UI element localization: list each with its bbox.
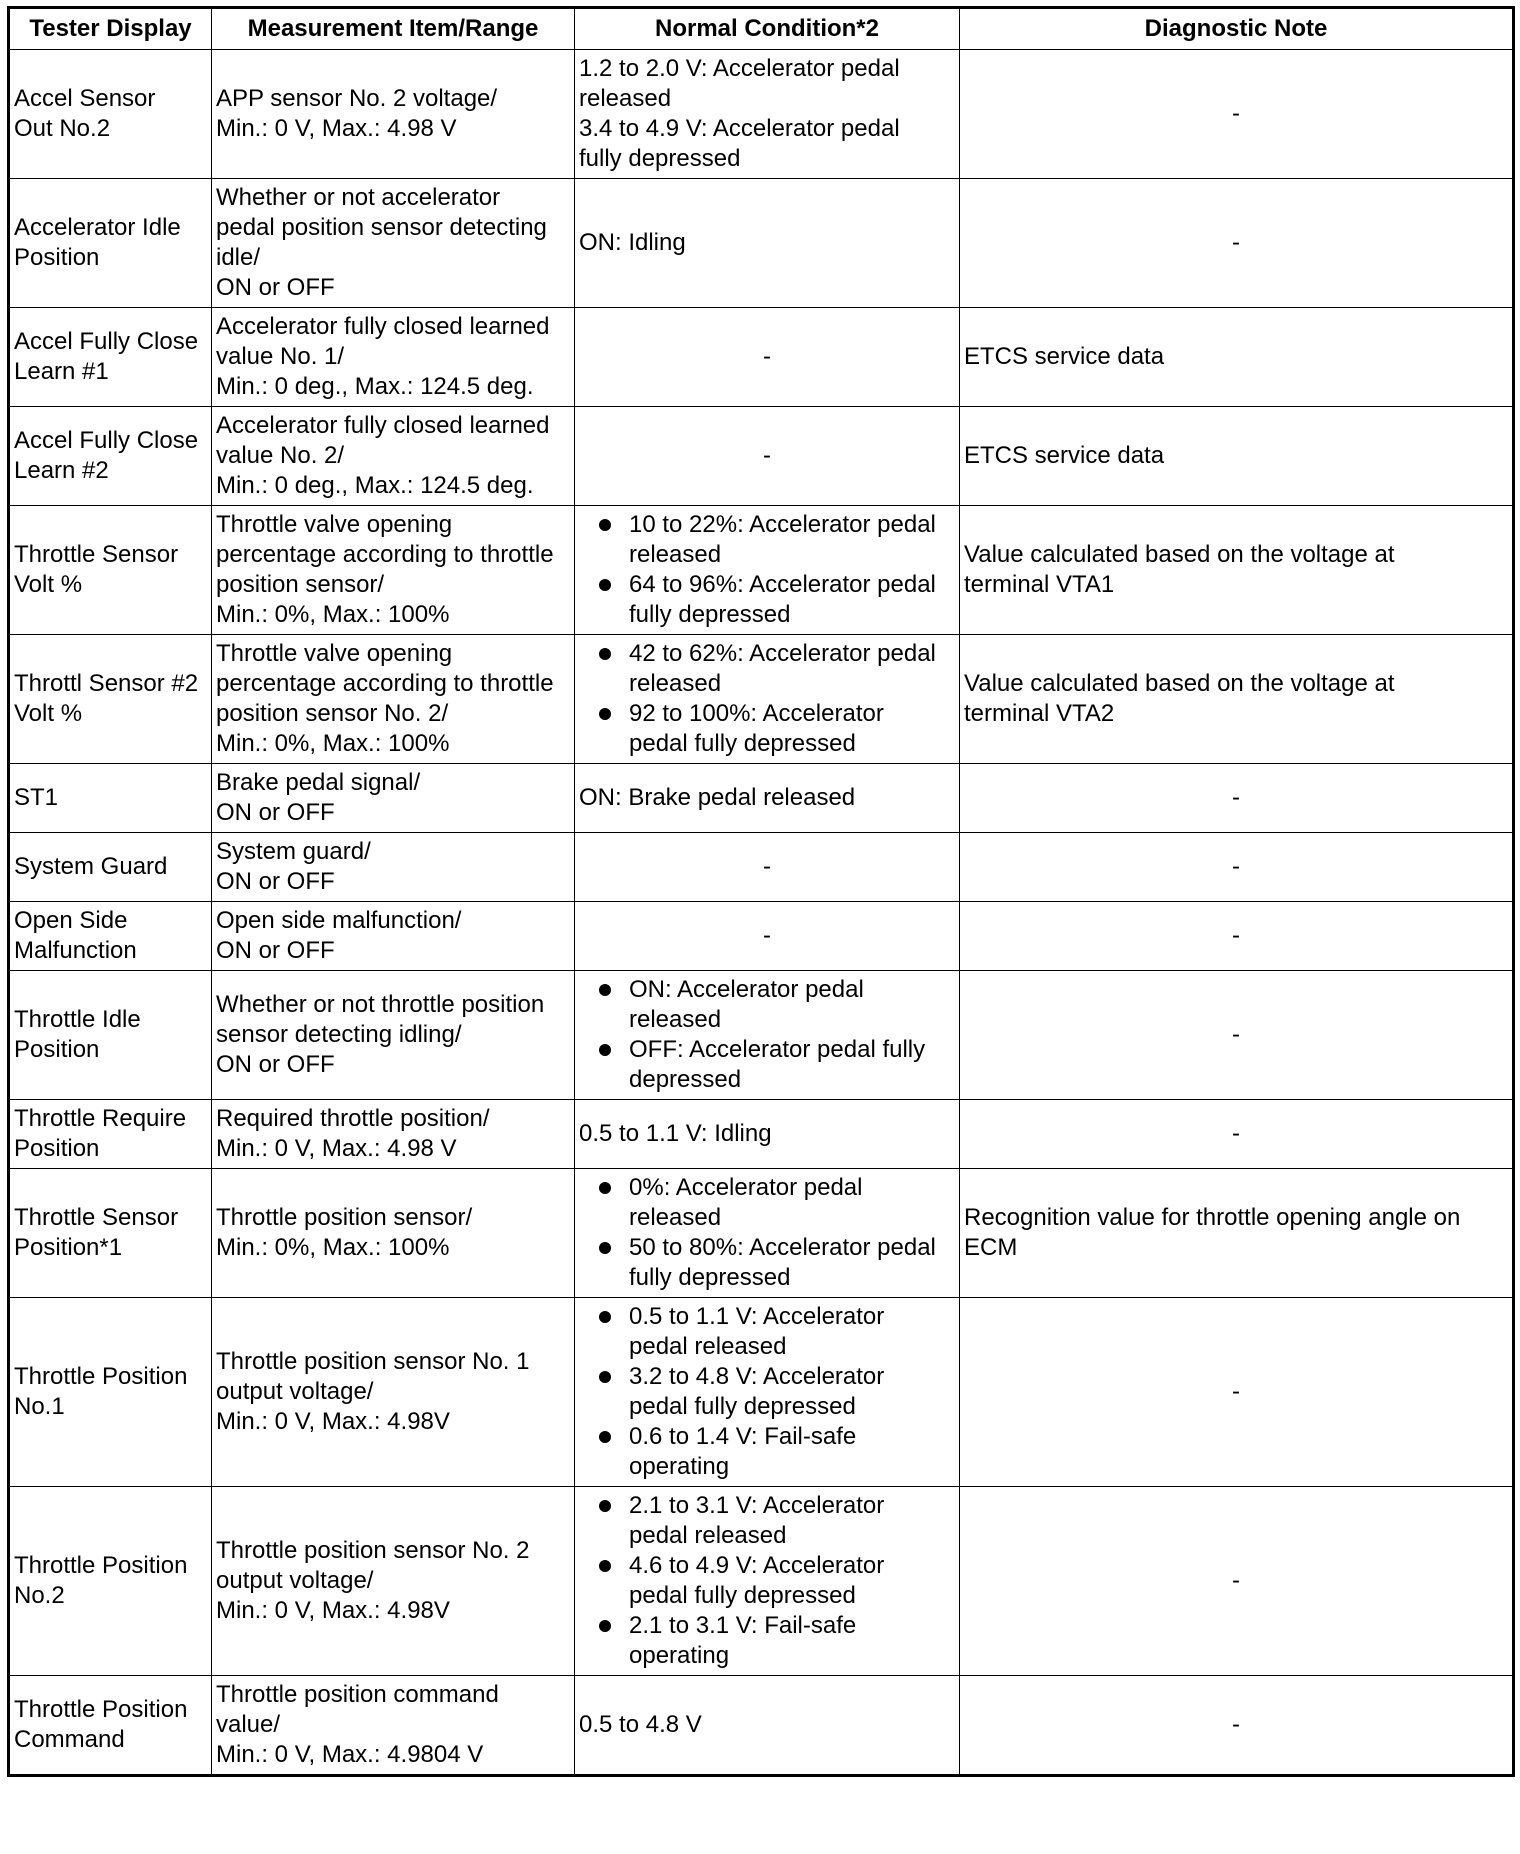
normal-condition-bullet-text: depressed <box>629 1066 742 1093</box>
measurement-item-text: Throttle position sensor No. 2 <box>216 1537 530 1564</box>
normal-condition-bullet-text: 50 to 80%: Accelerator pedal <box>629 1234 936 1261</box>
tester-display-text: Malfunction <box>14 937 137 964</box>
cell-diagnostic-note: - <box>960 1100 1514 1169</box>
normal-condition-bullet-text: ON: Accelerator pedal <box>629 976 864 1003</box>
normal-condition-text: 0.5 to 1.1 V: Idling <box>579 1120 772 1147</box>
tester-display-text: Position <box>14 244 100 271</box>
normal-condition-bullet-text: fully depressed <box>629 1264 791 1291</box>
normal-condition-bullet-text: 92 to 100%: Accelerator <box>629 700 884 727</box>
cell-diagnostic-note <box>960 407 1514 506</box>
normal-condition-bullet-text: 4.6 to 4.9 V: Accelerator <box>629 1552 885 1579</box>
normal-condition-bullet-text: 42 to 62%: Accelerator pedal <box>629 640 936 667</box>
tester-display-text: Accelerator Idle <box>14 214 181 241</box>
bullet-icon <box>599 708 611 720</box>
table-row <box>9 971 1514 1100</box>
cell-measurement-item <box>212 833 575 902</box>
cell-tester-display <box>9 902 212 971</box>
cell-measurement-item <box>212 1100 575 1169</box>
measurement-item-text: Accelerator fully closed learned <box>216 313 550 340</box>
table-row <box>9 1169 1514 1298</box>
measurement-item-text: APP sensor No. 2 voltage/ <box>216 85 498 112</box>
bullet-icon <box>599 648 611 660</box>
cell-normal-condition <box>575 506 960 635</box>
tester-display-text: Position <box>14 1135 100 1162</box>
table-row <box>9 179 1514 308</box>
tester-display-text: Position*1 <box>14 1234 123 1261</box>
measurement-item-text: Whether or not accelerator <box>216 184 501 211</box>
normal-condition-bullet-text: 0.5 to 1.1 V: Accelerator <box>629 1303 885 1330</box>
bullet-icon <box>599 984 611 996</box>
cell-diagnostic-note: - <box>960 971 1514 1100</box>
diagnostic-note-text: terminal VTA2 <box>964 700 1115 727</box>
bullet-icon <box>599 1044 611 1056</box>
cell-tester-display <box>9 764 212 833</box>
table-row <box>9 506 1514 635</box>
diagnostic-note-text: ECM <box>964 1234 1018 1261</box>
diagnostic-note-text: ETCS service data <box>964 343 1165 370</box>
normal-condition-text: 0.5 to 4.8 V <box>579 1711 702 1738</box>
measurement-item-text: Throttle position sensor No. 1 <box>216 1348 530 1375</box>
cell-normal-condition: - <box>575 407 960 506</box>
cell-normal-condition <box>575 971 960 1100</box>
tester-display-text: Out No.2 <box>14 115 111 142</box>
measurement-item-text: Throttle valve opening <box>216 511 453 538</box>
cell-normal-condition <box>575 1100 960 1169</box>
list-item <box>579 570 955 630</box>
table-row <box>9 833 1514 902</box>
list-item <box>579 639 955 699</box>
document-page <box>7 6 1512 1777</box>
list-item <box>579 1491 955 1551</box>
diagnostic-note-text: terminal VTA1 <box>964 571 1115 598</box>
cell-normal-condition: - <box>575 833 960 902</box>
cell-normal-condition: - <box>575 902 960 971</box>
normal-condition-text: ON: Brake pedal released <box>579 784 856 811</box>
bullet-icon <box>599 1371 611 1383</box>
measurement-item-text: Min.: 0%, Max.: 100% <box>216 601 450 628</box>
cell-tester-display <box>9 1676 212 1776</box>
cell-tester-display <box>9 971 212 1100</box>
cell-measurement-item <box>212 635 575 764</box>
measurement-item-text: value No. 1/ <box>216 343 345 370</box>
list-item <box>579 1551 955 1611</box>
tester-display-text: Throttl Sensor #2 <box>14 670 199 697</box>
cell-tester-display <box>9 833 212 902</box>
table-row <box>9 407 1514 506</box>
cell-diagnostic-note <box>960 635 1514 764</box>
tester-display-text: Volt % <box>14 700 83 727</box>
diagnostic-note-text: Value calculated based on the voltage at <box>964 541 1395 568</box>
measurement-item-text: Min.: 0 V, Max.: 4.98V <box>216 1408 450 1435</box>
bullet-icon <box>599 1560 611 1572</box>
tester-display-text: Learn #1 <box>14 358 109 385</box>
measurement-item-text: Min.: 0%, Max.: 100% <box>216 1234 450 1261</box>
cell-diagnostic-note: - <box>960 1676 1514 1776</box>
measurement-item-text: percentage according to throttle <box>216 670 554 697</box>
list-item <box>579 1611 955 1671</box>
tester-display-text: No.1 <box>14 1393 65 1420</box>
cell-measurement-item <box>212 506 575 635</box>
normal-condition-bullet-text: fully depressed <box>629 601 791 628</box>
cell-tester-display <box>9 50 212 179</box>
bullet-icon <box>599 1242 611 1254</box>
normal-condition-bullet-list <box>579 639 955 759</box>
normal-condition-bullet-text: 10 to 22%: Accelerator pedal <box>629 511 936 538</box>
measurement-item-text: Throttle position command <box>216 1681 499 1708</box>
table-row <box>9 308 1514 407</box>
tester-display-text: Throttle Position <box>14 1696 188 1723</box>
bullet-icon <box>599 1311 611 1323</box>
normal-condition-bullet-list <box>579 1173 955 1293</box>
normal-condition-bullet-text: pedal fully depressed <box>629 730 856 757</box>
cell-tester-display <box>9 179 212 308</box>
table-row <box>9 1100 1514 1169</box>
normal-condition-bullet-text: released <box>629 541 722 568</box>
table-body <box>9 50 1514 1776</box>
cell-normal-condition: - <box>575 308 960 407</box>
cell-measurement-item <box>212 902 575 971</box>
cell-normal-condition <box>575 1676 960 1776</box>
tester-display-text: ST1 <box>14 784 59 811</box>
bullet-icon <box>599 519 611 531</box>
cell-tester-display <box>9 1100 212 1169</box>
cell-measurement-item <box>212 308 575 407</box>
header-diagnostic-note: Diagnostic Note <box>960 8 1514 50</box>
measurement-item-text: ON or OFF <box>216 937 335 964</box>
measurement-item-text: Throttle position sensor/ <box>216 1204 473 1231</box>
list-item <box>579 510 955 570</box>
cell-measurement-item <box>212 1487 575 1676</box>
bullet-icon <box>599 1182 611 1194</box>
list-item <box>579 1362 955 1422</box>
normal-condition-bullet-text: OFF: Accelerator pedal fully <box>629 1036 926 1063</box>
normal-condition-bullet-text: pedal fully depressed <box>629 1582 856 1609</box>
list-item <box>579 1302 955 1362</box>
cell-diagnostic-note: - <box>960 50 1514 179</box>
list-item <box>579 1422 955 1482</box>
list-item <box>579 1035 955 1095</box>
measurement-item-text: Min.: 0 deg., Max.: 124.5 deg. <box>216 373 534 400</box>
measurement-item-text: Accelerator fully closed learned <box>216 412 550 439</box>
list-item <box>579 699 955 759</box>
measurement-item-text: ON or OFF <box>216 799 335 826</box>
bullet-icon <box>599 579 611 591</box>
normal-condition-bullet-text: 3.2 to 4.8 V: Accelerator <box>629 1363 885 1390</box>
tester-display-text: Position <box>14 1036 100 1063</box>
tester-display-text: Volt % <box>14 571 83 598</box>
measurement-item-text: ON or OFF <box>216 868 335 895</box>
measurement-item-text: idle/ <box>216 244 261 271</box>
normal-condition-text: released <box>579 85 672 112</box>
diagnostic-note-text: Recognition value for throttle opening angle on <box>964 1204 1461 1231</box>
normal-condition-bullet-text: 64 to 96%: Accelerator pedal <box>629 571 936 598</box>
header-normal-condition: Normal Condition*2 <box>575 8 960 50</box>
cell-tester-display <box>9 1298 212 1487</box>
normal-condition-bullet-text: pedal released <box>629 1522 787 1549</box>
normal-condition-text: 3.4 to 4.9 V: Accelerator pedal <box>579 115 900 142</box>
normal-condition-bullet-text: pedal released <box>629 1333 787 1360</box>
tester-display-text: Accel Fully Close <box>14 427 199 454</box>
normal-condition-bullet-text: released <box>629 1006 722 1033</box>
cell-measurement-item <box>212 764 575 833</box>
cell-tester-display <box>9 635 212 764</box>
data-list-table <box>7 6 1515 1777</box>
normal-condition-bullet-text: operating <box>629 1642 730 1669</box>
cell-normal-condition <box>575 1487 960 1676</box>
cell-tester-display <box>9 407 212 506</box>
cell-diagnostic-note: - <box>960 833 1514 902</box>
measurement-item-text: Min.: 0 V, Max.: 4.98V <box>216 1597 450 1624</box>
normal-condition-bullet-text: 2.1 to 3.1 V: Accelerator <box>629 1492 885 1519</box>
tester-display-text: Throttle Idle <box>14 1006 141 1033</box>
measurement-item-text: Min.: 0%, Max.: 100% <box>216 730 450 757</box>
normal-condition-text: ON: Idling <box>579 229 686 256</box>
measurement-item-text: Min.: 0 V, Max.: 4.98 V <box>216 1135 457 1162</box>
measurement-item-text: Whether or not throttle position <box>216 991 545 1018</box>
tester-display-text: Throttle Sensor <box>14 1204 179 1231</box>
table-row <box>9 902 1514 971</box>
cell-measurement-item <box>212 50 575 179</box>
normal-condition-bullet-text: 2.1 to 3.1 V: Fail-safe <box>629 1612 857 1639</box>
header-measurement-item: Measurement Item/Range <box>212 8 575 50</box>
measurement-item-text: Min.: 0 V, Max.: 4.98 V <box>216 115 457 142</box>
diagnostic-note-text: ETCS service data <box>964 442 1165 469</box>
normal-condition-bullet-text: 0.6 to 1.4 V: Fail-safe <box>629 1423 857 1450</box>
measurement-item-text: sensor detecting idling/ <box>216 1021 462 1048</box>
measurement-item-text: Min.: 0 deg., Max.: 124.5 deg. <box>216 472 534 499</box>
cell-diagnostic-note: - <box>960 1487 1514 1676</box>
cell-normal-condition <box>575 764 960 833</box>
cell-measurement-item <box>212 1298 575 1487</box>
bullet-icon <box>599 1620 611 1632</box>
cell-tester-display <box>9 506 212 635</box>
tester-display-text: System Guard <box>14 853 168 880</box>
list-item <box>579 975 955 1035</box>
cell-tester-display <box>9 1169 212 1298</box>
measurement-item-text: position sensor/ <box>216 571 385 598</box>
bullet-icon <box>599 1431 611 1443</box>
cell-normal-condition <box>575 50 960 179</box>
measurement-item-text: percentage according to throttle <box>216 541 554 568</box>
cell-tester-display <box>9 1487 212 1676</box>
normal-condition-bullet-list <box>579 975 955 1095</box>
header-tester-display: Tester Display <box>9 8 212 50</box>
measurement-item-text: ON or OFF <box>216 1051 335 1078</box>
cell-measurement-item <box>212 407 575 506</box>
normal-condition-bullet-text: released <box>629 1204 722 1231</box>
measurement-item-text: output voltage/ <box>216 1378 374 1405</box>
tester-display-text: Throttle Position <box>14 1552 188 1579</box>
cell-diagnostic-note <box>960 506 1514 635</box>
list-item <box>579 1173 955 1233</box>
measurement-item-text: Required throttle position/ <box>216 1105 490 1132</box>
cell-diagnostic-note: - <box>960 902 1514 971</box>
table-row <box>9 764 1514 833</box>
normal-condition-bullet-text: released <box>629 670 722 697</box>
cell-normal-condition <box>575 1298 960 1487</box>
normal-condition-text: fully depressed <box>579 145 741 172</box>
normal-condition-bullet-text: 0%: Accelerator pedal <box>629 1174 863 1201</box>
normal-condition-bullet-list <box>579 1491 955 1671</box>
tester-display-text: Accel Fully Close <box>14 328 199 355</box>
tester-display-text: Throttle Sensor <box>14 541 179 568</box>
cell-diagnostic-note: - <box>960 179 1514 308</box>
measurement-item-text: ON or OFF <box>216 274 335 301</box>
measurement-item-text: pedal position sensor detecting <box>216 214 547 241</box>
tester-display-text: Throttle Position <box>14 1363 188 1390</box>
normal-condition-bullet-text: operating <box>629 1453 730 1480</box>
table-row <box>9 1676 1514 1776</box>
tester-display-text: Command <box>14 1726 125 1753</box>
diagnostic-note-text: Value calculated based on the voltage at <box>964 670 1395 697</box>
tester-display-text: Throttle Require <box>14 1105 187 1132</box>
cell-normal-condition <box>575 179 960 308</box>
measurement-item-text: Open side malfunction/ <box>216 907 462 934</box>
tester-display-text: No.2 <box>14 1582 65 1609</box>
cell-measurement-item <box>212 1676 575 1776</box>
cell-tester-display <box>9 308 212 407</box>
table-row <box>9 50 1514 179</box>
measurement-item-text: value No. 2/ <box>216 442 345 469</box>
measurement-item-text: Throttle valve opening <box>216 640 453 667</box>
cell-diagnostic-note <box>960 1169 1514 1298</box>
measurement-item-text: System guard/ <box>216 838 371 865</box>
tester-display-text: Accel Sensor <box>14 85 156 112</box>
cell-measurement-item <box>212 179 575 308</box>
normal-condition-bullet-list <box>579 1302 955 1482</box>
tester-display-text: Learn #2 <box>14 457 109 484</box>
table-header-row <box>9 8 1514 50</box>
list-item <box>579 1233 955 1293</box>
table-row <box>9 1298 1514 1487</box>
table-row <box>9 1487 1514 1676</box>
measurement-item-text: value/ <box>216 1711 281 1738</box>
table-row <box>9 635 1514 764</box>
cell-diagnostic-note: - <box>960 1298 1514 1487</box>
cell-measurement-item <box>212 971 575 1100</box>
measurement-item-text: Brake pedal signal/ <box>216 769 421 796</box>
normal-condition-text: 1.2 to 2.0 V: Accelerator pedal <box>579 55 900 82</box>
bullet-icon <box>599 1500 611 1512</box>
normal-condition-bullet-text: pedal fully depressed <box>629 1393 856 1420</box>
normal-condition-bullet-list <box>579 510 955 630</box>
cell-measurement-item <box>212 1169 575 1298</box>
cell-diagnostic-note: - <box>960 764 1514 833</box>
measurement-item-text: Min.: 0 V, Max.: 4.9804 V <box>216 1741 484 1768</box>
measurement-item-text: position sensor No. 2/ <box>216 700 449 727</box>
cell-diagnostic-note <box>960 308 1514 407</box>
tester-display-text: Open Side <box>14 907 128 934</box>
cell-normal-condition <box>575 635 960 764</box>
measurement-item-text: output voltage/ <box>216 1567 374 1594</box>
cell-normal-condition <box>575 1169 960 1298</box>
